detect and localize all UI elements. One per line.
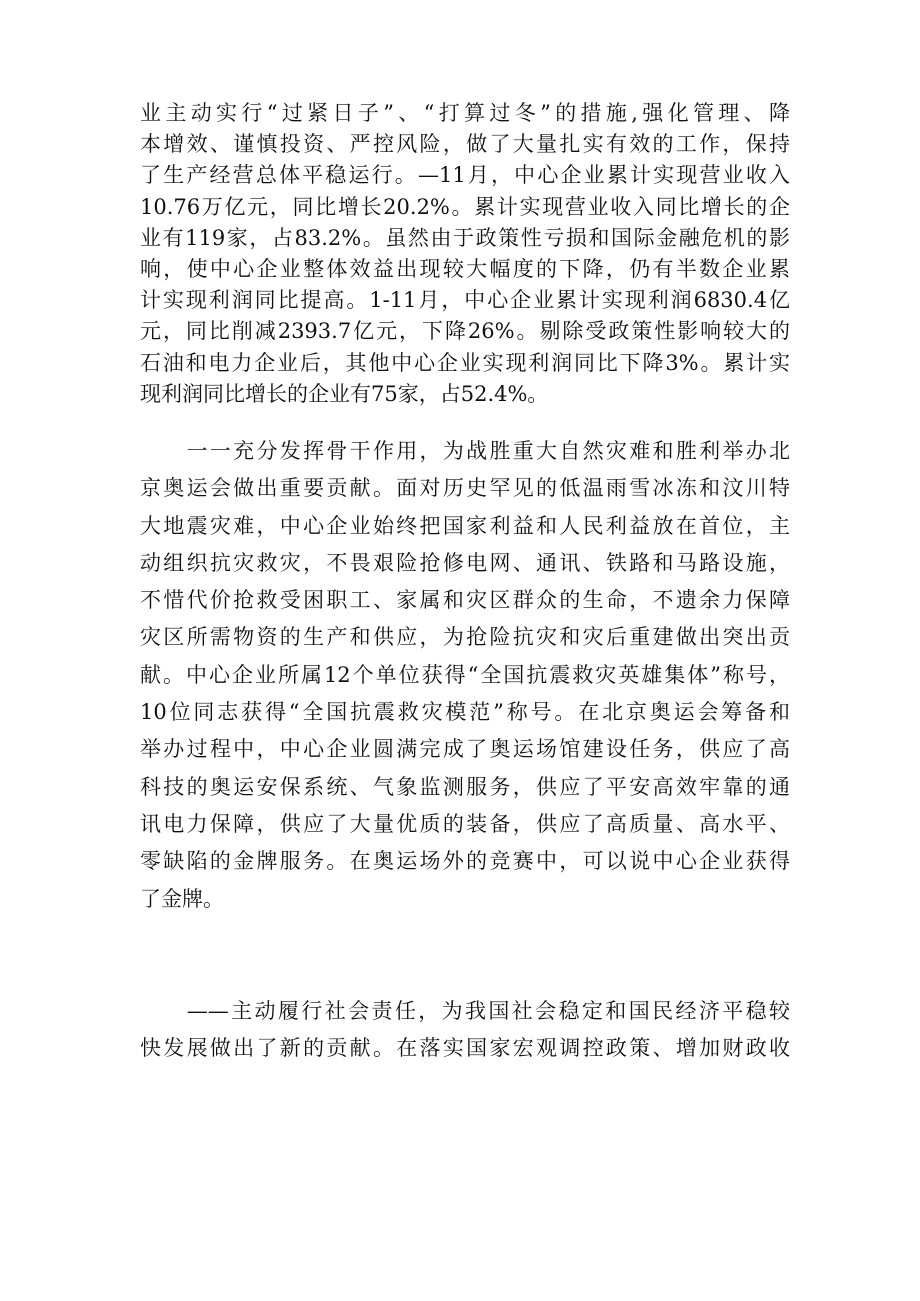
paragraph-business-performance <box>140 102 790 414</box>
text-line: 不惜代价抢救受困职工、家属和灾区群众的生命，不遗余力保障 <box>140 588 790 613</box>
text-line: 讯电力保障，供应了大量优质的装备，供应了高质量、高水平、 <box>140 811 790 836</box>
text-line: 京奥运会做出重要贡献。面对历史罕见的低温雨雪冰冻和汶川特 <box>140 476 790 501</box>
text-line: 10.76万亿元，同比增长20.2%。累计实现营业收入同比增长的企 <box>140 194 790 219</box>
text-line: 10位同志获得“全国抗震救灾模范”称号。在北京奥运会筹备和 <box>140 700 790 725</box>
text-line: 举办过程中，中心企业圆满完成了奥运场馆建设任务，供应了高 <box>140 737 790 762</box>
text-line: 一一充分发挥骨干作用，为战胜重大自然灾难和胜利举办北 <box>140 439 790 463</box>
paragraph-social-responsibility <box>140 1000 790 1075</box>
text-line: 动组织抗灾救灾，不畏艰险抢修电网、通讯、铁路和马路设施， <box>140 550 790 575</box>
text-line: 零缺陷的金牌服务。在奥运场外的竞赛中，可以说中心企业获得 <box>140 849 790 874</box>
paragraph-disaster-relief-olympics <box>140 440 790 925</box>
text-line: 业主动实行“过紧日子”、“打算过冬”的措施,强化管理、降 <box>140 101 790 125</box>
text-line: 业有119家，占83.2%。虽然由于政策性亏损和国际金融危机的影 <box>140 225 790 250</box>
text-line: 本增效、谨慎投资、严控风险，做了大量扎实有效的工作，保持 <box>140 132 790 157</box>
text-line: 计实现利润同比提高。1-11月，中心企业累计实现利润6830.4亿 <box>140 288 790 313</box>
text-line: 了生产经营总体平稳运行。—11月，中心企业累计实现营业收入 <box>140 163 790 188</box>
text-line: 快发展做出了新的贡献。在落实国家宏观调控政策、增加财政收 <box>140 1036 790 1061</box>
text-line: 了金牌。 <box>140 886 224 911</box>
text-line: 现利润同比增长的企业有75家，占52.4%。 <box>140 381 549 406</box>
text-line: 科技的奥运安保系统、气象监测服务，供应了平安高效牢靠的通 <box>140 774 790 799</box>
text-line: 石油和电力企业后，其他中心企业实现利润同比下降3%。累计实 <box>140 350 790 375</box>
text-line: 元，同比削减2393.7亿元，下降26%。剔除受政策性影响较大的 <box>140 319 790 344</box>
text-line: 献。中心企业所属12个单位获得“全国抗震救灾英雄集体”称号， <box>140 662 790 687</box>
text-line: ——主动履行社会责任，为我国社会稳定和国民经济平稳较 <box>140 999 790 1023</box>
text-line: 响，使中心企业整体效益出现较大幅度的下降，仍有半数企业累 <box>140 256 790 281</box>
text-line: 灾区所需物资的生产和供应，为抢险抗灾和灾后重建做出突出贡 <box>140 625 790 650</box>
text-line: 大地震灾难，中心企业始终把国家利益和人民利益放在首位，主 <box>140 513 790 538</box>
